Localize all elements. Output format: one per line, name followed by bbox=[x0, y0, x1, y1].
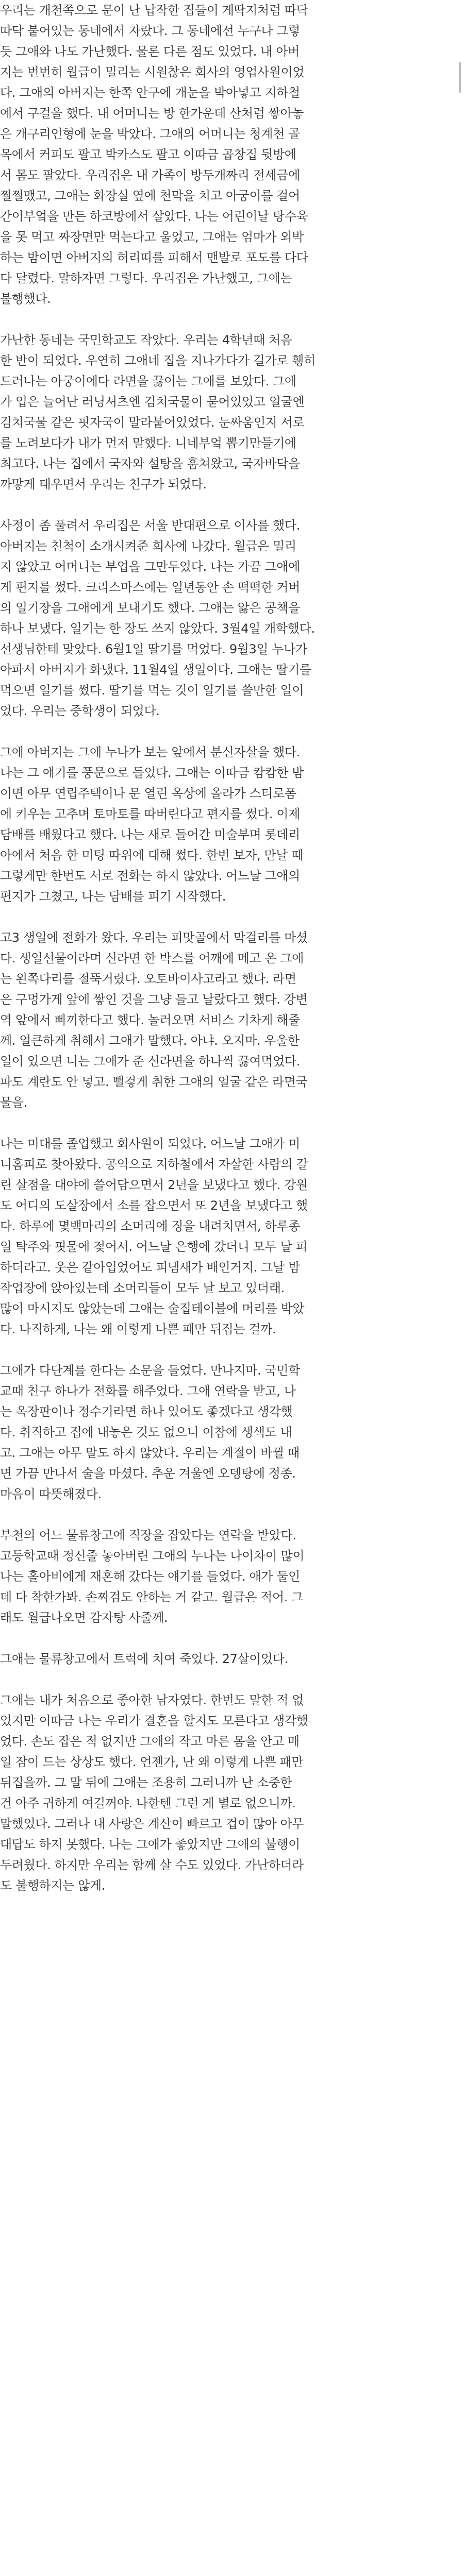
paragraph-1: 우리는 개천쪽으로 문이 난 납작한 집들이 게딱지처럼 따닥 따닥 붙어있는 동네에서 자랐다. 그 동네에선 누구나 그렇 듯 그애와 나도 가난했다. 물론 다른 점도 있었다. 내 아버 지는 번번히 월급이 밀리는 시원찮은 회사의 영업사원이었 다. 그애의 아버지는 한쪽 안구에 개눈을 박아넣고 지하철 에서 구걸을 했다. 내 어머니는 방 한가운데 산처럼 쌓아놓 은 개구리인형에 눈을 박았다. 그애의 어머니는 청계천 골 목에서 커피도 팔고 박카스도 팔고 이따금 곱창집 뒷방에 서 몸도 팔았다. 우리집은 내 가족이 방두개짜리 전세금에 쩔쩔맸고, 그애는 화장실 옆에 천막을 치고 아궁이를 걸어 간이부엌을 만든 하코방에서 살았다. 나는 어린이날 탕수육 을 못 먹고 짜장면만 먹는다고 울었고, 그애는 엄마가 외박 하는 밤이면 아버지의 허리띠를 피해서 맨발로 포도를 다다 다 달렸다. 말하자면 그렇다. 우리집은 가난했고, 그애는 불행했다. bbox=[0, 3, 308, 306]
paragraph-2: 가난한 동네는 국민학교도 작았다. 우리는 4학년때 처음 한 반이 되었다. 우연히 그애네 집을 지나가다가 길가로 휑히 드러나는 아궁이에다 라면을 끓이는 그애를 보았다. 그애 가 입은 늘어난 러닝셔츠엔 김치국물이 묻어있었고 얼굴엔 김치국물 같은 핏자국이 말라붙어있었다. 눈싸움인지 서로 를 노려보다가 내가 먼저 말했다. 니네부엌 뽑기만들기에 최고다. 나는 집에서 국자와 설탕을 훔쳐왔고, 국자바닥을 까맣게 태우면서 우리는 친구가 되었다. bbox=[0, 333, 316, 492]
paragraph-3: 사정이 좀 풀려서 우리집은 서울 반대편으로 이사를 했다. 아버지는 친척이 소개시켜준 회사에 나갔다. 월급은 밀리 지 않았고 어머니는 부업을 그만두었다. 나는 가끔 그애에 게 편지를 썼다. 크리스마스에는 일년동안 손 떡떡한 커버 의 일기장을 그애에게 보내기도 했다. 그애는 앓은 공책을 하나 보냈다. 일기는 한 장도 쓰지 않았다. 3월4일 개학했다. 선생님한테 맞았다. 6월1일 딸기를 먹었다. 9월3일 누나가 아파서 아버지가 화냈다. 11월4일 생일이다. 그애는 딸기를 먹으면 일기를 썼다. 딸기를 먹는 것이 일기를 쓸만한 일이 었다. 우리는 중학생이 되었다. bbox=[0, 518, 315, 718]
paragraph-spacer bbox=[0, 1504, 454, 1525]
paragraph-spacer bbox=[0, 1113, 454, 1133]
paragraph-7: 그애가 다단계를 한다는 소문을 들었다. 만나지마. 국민학 교때 친구 하나가 전화를 해주었다. 그애 연락을 받고, 나 는 옥장판이나 정수기라면 하나 있어도 좋겠다고 생각했 다. 취직하고 집에 내놓은 것도 없으니 이참에 생색도 내 고. 그애는 아무 말도 하지 않았다. 우리는 계절이 바뀔 때 면 가끔 만나서 술을 마셨다. 추운 겨울엔 오뎅탕에 정종. 마음이 따뜻해졌다. bbox=[0, 1363, 300, 1501]
paragraph-9: 그애는 물류창고에서 트럭에 치여 죽었다. 27살이었다. bbox=[0, 1652, 288, 1666]
paragraph-spacer bbox=[0, 1340, 454, 1360]
scrollbar-thumb[interactable] bbox=[459, 62, 461, 93]
paragraph-10: 그애는 내가 처음으로 좋아한 남자였다. 한번도 말한 적 없 었지만 이따금 나는 우리가 결혼을 할지도 모른다고 생각했 었다. 손도 잡은 적 없지만 그애의 작고 마른 몸을 안고 매 일 잠이 드는 상상도 했다. 언젠가, 난 왜 이렇게 나쁜 패만 뒤집을까. 그 말 뒤에 그애는 조용히 그러니까 난 소중한 건 아주 귀하게 여길꺼야. 나한텐 그런 게 별로 없으니까. 말했었다. 그러나 내 사랑은 계산이 빠르고 겁이 많아 아무 대답도 하지 못했다. 나는 그애가 좋았지만 그애의 불행이 두려웠다. 하지만 우리는 함께 살 수도 있었다. 가난하더라 도 불행하지는 않게. bbox=[0, 1693, 308, 1893]
paragraph-6: 나는 미대를 졸업했고 회사원이 되었다. 어느날 그애가 미 니홈피로 찾아왔다. 공익으로 지하철에서 자살한 사람의 갈 린 살점을 대야에 쓸어담으면서 2년을 보냈다고 했다. 강원 도 어디의 도살장에서 소를 잡으면서 또 2년을 보냈다고 했 다. 하루에 몇백마리의 소머리에 징을 내려치면서, 하루종 일 탁주와 핏물에 젖어서. 어느날 은행에 갔더니 모두 날 피 하더라고. 웃은 같아입었어도 피냄새가 배인거지. 그날 밤 작업장에 앉아있는데 소머리들이 모두 날 보고 있더래. 많이 마시지도 않았는데 그애는 술집테이블에 머리를 박았 다. 나직하게, 나는 왜 이렇게 나쁜 패만 뒤집는 걸까. bbox=[0, 1137, 308, 1336]
paragraph-spacer bbox=[0, 1628, 454, 1649]
paragraph-5: 고3 생일에 전화가 왔다. 우리는 피맛골에서 막걸리를 마셨 다. 생일선물이라며 신라면 한 박스를 어깨에 메고 온 그애 는 왼쪽다리를 절뚝거렸다. 오토바이사고라고 했다. 라면 은 구멍가게 앞에 쌓인 것을 그냥 들고 날랐다고 했다. 강변 역 앞에서 삐끼한다고 했다. 놀러오면 서비스 기차게 해줄 께. 얼큰하게 취해서 그애가 말했다. 아냐. 오지마. 우울한 일이 있으면 니는 그애가 준 신라면을 하나씩 끓여먹었다. 파도 계란도 안 넣고. 뻘겋게 취한 그애의 얼굴 같은 라면국 물을. bbox=[0, 930, 308, 1110]
paragraph-4: 그애 아버지는 그애 누나가 보는 앞에서 분신자살을 했다. 나는 그 얘기를 풍문으로 들었다. 그애는 이따금 캄캄한 밤 이면 아무 연립주택이나 문 열린 옥상에 올라가 스티로폼 에 키우는 고추며 토마토를 따버린다고 편지를 썼다. 이제 담배를 배웠다고 했다. 나는 새로 들어간 미술부며 롯데리 아에서 처음 한 미팅 따위에 대해 썼다. 한번 보자, 만날 때 그렇게만 한번도 서로 전화는 하지 않았다. 어느날 그애의 편지가 그쳤고, 나는 담배를 피기 시작했다. bbox=[0, 745, 304, 904]
paragraph-8: 부천의 어느 물류창고에 직장을 잡았다는 연락을 받았다. 고등학교때 정신줄 놓아버린 그애의 누나는 나이차이 많이 나는 홀아비에게 재혼해 갔다는 얘기를 들었다. 애가 둘인 데 다 착한가봐. 손찌검도 안하는 거 같고. 월급은 적어. 그 래도 월급나오면 감자탕 사줄께. bbox=[0, 1528, 305, 1625]
paragraph-spacer bbox=[0, 309, 454, 330]
paragraph-spacer bbox=[0, 495, 454, 515]
paragraph-spacer bbox=[0, 721, 454, 742]
paragraph-spacer bbox=[0, 907, 454, 927]
paragraph-spacer bbox=[0, 1669, 454, 1690]
